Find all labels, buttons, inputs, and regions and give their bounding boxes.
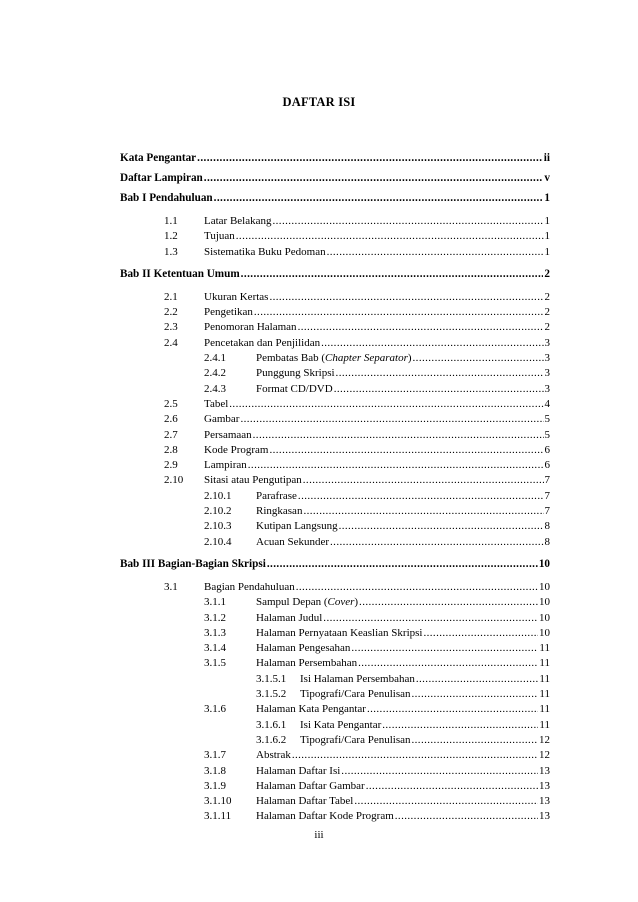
toc-entry bbox=[120, 428, 550, 443]
toc-entry-label: Sistematika Buku Pedoman bbox=[204, 245, 326, 258]
toc-page-number: 11 bbox=[539, 703, 550, 716]
toc-entry bbox=[120, 458, 550, 473]
toc-entry bbox=[120, 656, 550, 671]
toc-entry bbox=[120, 504, 550, 519]
toc-dot-leader bbox=[321, 336, 543, 351]
toc-entry bbox=[120, 809, 550, 824]
toc-entry bbox=[120, 351, 550, 366]
toc-entry bbox=[120, 535, 550, 550]
toc-entry-number: 1.2 bbox=[164, 230, 178, 243]
toc-entry-number: 2.10.2 bbox=[204, 505, 232, 518]
toc-entry-number: 3.1.3 bbox=[204, 626, 226, 639]
toc-entry-label: Bab II Ketentuan Umum bbox=[120, 267, 240, 280]
toc-entry-number: 2.8 bbox=[164, 443, 178, 456]
toc-entry bbox=[120, 397, 550, 412]
toc-page-number: 7 bbox=[544, 474, 550, 487]
toc-entry bbox=[120, 687, 550, 702]
toc-entry-number: 3.1.6 bbox=[204, 703, 226, 716]
toc-entry-label: Sitasi atau Pengutipan bbox=[204, 474, 302, 487]
toc-entry bbox=[120, 672, 550, 687]
toc-entry-label: Bab III Bagian-Bagian Skripsi bbox=[120, 557, 266, 570]
toc-entry-number: 2.4.2 bbox=[204, 367, 226, 380]
toc-dot-leader bbox=[395, 809, 538, 824]
toc-dot-leader bbox=[298, 320, 544, 335]
toc-entry-number: 3.1.5.1 bbox=[256, 672, 287, 685]
toc-entry-label: Bagian Pendahuluan bbox=[204, 580, 295, 593]
toc-dot-leader bbox=[382, 718, 538, 733]
toc-entry-label: Latar Belakang bbox=[204, 215, 272, 227]
toc-page-number: 10 bbox=[539, 596, 550, 609]
toc-page-number: 6 bbox=[544, 443, 550, 456]
toc-dot-leader bbox=[339, 519, 544, 534]
page-number: iii bbox=[314, 829, 324, 841]
toc-entry bbox=[120, 214, 550, 229]
toc-entry-label: Gambar bbox=[204, 413, 240, 426]
toc-entry-number: 3.1.5 bbox=[204, 657, 226, 670]
toc-entry-label: Parafrase bbox=[256, 489, 297, 502]
toc-page-number: 2 bbox=[544, 290, 550, 303]
toc-entry-label: Ukuran Kertas bbox=[204, 290, 269, 303]
toc-entry bbox=[120, 366, 550, 381]
toc-entry bbox=[120, 595, 550, 610]
toc-entry-number: 2.4.1 bbox=[204, 352, 226, 365]
toc-entry bbox=[120, 580, 550, 595]
toc-dot-leader bbox=[204, 168, 544, 188]
toc-dot-leader bbox=[330, 535, 543, 550]
toc-chapter-entry bbox=[120, 168, 550, 188]
toc-entry-number: 3.1.6.2 bbox=[256, 733, 287, 746]
toc-dot-leader bbox=[197, 148, 543, 168]
toc-entry-label: Daftar Lampiran bbox=[120, 172, 203, 184]
toc-page-number: 11 bbox=[539, 657, 550, 670]
toc-page-number: 3 bbox=[544, 352, 550, 365]
toc-entry-number: 3.1.5.2 bbox=[256, 688, 287, 701]
toc-dot-leader bbox=[354, 794, 538, 809]
toc-entry-label: Penomoran Halaman bbox=[204, 321, 297, 334]
toc-entry bbox=[120, 611, 550, 626]
toc-entry bbox=[120, 290, 550, 305]
toc-dot-leader bbox=[214, 188, 544, 208]
toc-page-number: v bbox=[544, 172, 550, 184]
toc-entry-number: 3.1.8 bbox=[204, 764, 226, 777]
toc-dot-leader bbox=[253, 428, 544, 443]
toc-chapter-entry bbox=[120, 264, 550, 284]
toc-dot-leader bbox=[273, 214, 544, 229]
toc-dot-leader bbox=[358, 656, 538, 671]
toc-page-number: 13 bbox=[539, 779, 550, 792]
toc-entry-label: Sampul Depan (Cover) bbox=[256, 596, 359, 609]
toc-page-number: 12 bbox=[539, 733, 550, 746]
toc-page-number: 10 bbox=[538, 557, 550, 570]
toc-page-number: 2 bbox=[544, 321, 550, 334]
toc-entry-label: Isi Kata Pengantar bbox=[300, 718, 382, 731]
toc-entry-label: Kode Program bbox=[204, 443, 269, 456]
toc-entry-number: 2.4.3 bbox=[204, 382, 226, 395]
toc-entry bbox=[120, 473, 550, 488]
toc-entry-label: Halaman Daftar Gambar bbox=[256, 779, 365, 792]
toc-dot-leader bbox=[323, 611, 538, 626]
toc-entry-number: 3.1 bbox=[164, 580, 178, 593]
toc-entry bbox=[120, 519, 550, 534]
toc-page-number: 1 bbox=[544, 192, 550, 204]
toc-chapter-entry bbox=[120, 554, 550, 574]
toc-entry-number: 2.10.4 bbox=[204, 535, 232, 548]
toc-entry-label: Tabel bbox=[204, 397, 229, 410]
toc-entry-number: 3.1.11 bbox=[204, 810, 232, 823]
toc-entry-label: Halaman Daftar Isi bbox=[256, 764, 341, 777]
toc-page-number: 1 bbox=[544, 230, 550, 243]
toc-entry-number: 2.1 bbox=[164, 290, 178, 303]
toc-chapter-entry bbox=[120, 188, 550, 208]
toc-entry bbox=[120, 733, 550, 748]
toc-entry bbox=[120, 764, 550, 779]
toc-page-number: 11 bbox=[539, 642, 550, 655]
toc-entry-label: Tujuan bbox=[204, 230, 235, 243]
toc-entry-number: 3.1.6.1 bbox=[256, 718, 287, 731]
toc-entry-label: Lampiran bbox=[204, 459, 247, 472]
toc-entry bbox=[120, 336, 550, 351]
toc-page-number: 13 bbox=[539, 764, 550, 777]
toc-entry-label: Halaman Judul bbox=[256, 611, 323, 624]
toc-entry-number: 3.1.4 bbox=[204, 642, 226, 655]
toc-dot-leader bbox=[413, 351, 544, 366]
toc-dot-leader bbox=[412, 733, 539, 748]
toc-entry-number: 3.1.1 bbox=[204, 596, 226, 609]
toc-entry-number: 2.6 bbox=[164, 413, 178, 426]
toc-entry-label: Pengetikan bbox=[204, 306, 253, 319]
toc-page-number: 7 bbox=[544, 505, 550, 518]
toc-entry-label: Halaman Kata Pengantar bbox=[256, 703, 366, 716]
toc-entry-label: Halaman Daftar Tabel bbox=[256, 795, 354, 808]
toc-dot-leader bbox=[303, 473, 544, 488]
toc-page-number: 13 bbox=[539, 810, 550, 823]
toc-entry-number: 2.7 bbox=[164, 428, 178, 441]
toc-entry-number: 3.1.7 bbox=[204, 749, 226, 762]
toc-entry-number: 3.1.2 bbox=[204, 611, 226, 624]
toc-entry-number: 1.1 bbox=[164, 215, 178, 227]
toc-page-number: ii bbox=[543, 152, 550, 164]
toc-page-number: 3 bbox=[544, 367, 550, 380]
toc-dot-leader bbox=[240, 412, 543, 427]
toc-dot-leader bbox=[327, 245, 544, 260]
toc-entry-label: Halaman Persembahan bbox=[256, 657, 358, 670]
toc-entry-label: Pembatas Bab (Chapter Separator) bbox=[256, 352, 412, 365]
toc-page-number: 7 bbox=[544, 489, 550, 502]
toc-entry-label: Halaman Pernyataan Keaslian Skripsi bbox=[256, 626, 423, 639]
toc-page-number: 13 bbox=[539, 795, 550, 808]
toc-entry-label: Acuan Sekunder bbox=[256, 535, 330, 548]
toc-entry-number: 2.2 bbox=[164, 306, 178, 319]
toc-dot-leader bbox=[298, 489, 544, 504]
toc-dot-leader bbox=[248, 458, 544, 473]
toc-entry bbox=[120, 320, 550, 335]
toc-page-number: 6 bbox=[544, 459, 550, 472]
toc-entry-label: Format CD/DVD bbox=[256, 382, 333, 395]
toc-page-number: 10 bbox=[539, 580, 550, 593]
toc-entry-label: Isi Halaman Persembahan bbox=[300, 672, 415, 685]
toc-entry-label: Bab I Pendahuluan bbox=[120, 192, 213, 204]
toc-dot-leader bbox=[359, 595, 538, 610]
toc-dot-leader bbox=[367, 702, 538, 717]
toc-dot-leader bbox=[412, 687, 539, 702]
toc-entry-number: 2.10.3 bbox=[204, 520, 232, 533]
toc-entry bbox=[120, 626, 550, 641]
toc-chapter-entry bbox=[120, 148, 550, 168]
toc-page-number: 2 bbox=[544, 306, 550, 319]
toc-page-number: 5 bbox=[544, 413, 550, 426]
toc-entry-number: 2.5 bbox=[164, 397, 178, 410]
toc-dot-leader bbox=[292, 748, 538, 763]
toc-page-number: 4 bbox=[544, 397, 550, 410]
toc-page-number: 2 bbox=[544, 267, 550, 280]
toc-entry-number: 1.3 bbox=[164, 245, 178, 258]
toc-dot-leader bbox=[241, 264, 544, 284]
toc-entry bbox=[120, 702, 550, 717]
toc-entry bbox=[120, 718, 550, 733]
toc-entry-number: 3.1.9 bbox=[204, 779, 226, 792]
toc-dot-leader bbox=[236, 229, 544, 244]
toc-entry-label: Tipografi/Cara Penulisan bbox=[300, 733, 411, 746]
toc-dot-leader bbox=[267, 554, 538, 574]
toc-entry-number: 2.10.1 bbox=[204, 489, 232, 502]
toc-entry-number: 2.3 bbox=[164, 321, 178, 334]
toc-page-number: 11 bbox=[539, 718, 550, 731]
toc-entry-number: 2.9 bbox=[164, 459, 178, 472]
toc-dot-leader bbox=[351, 641, 538, 656]
toc-entry bbox=[120, 305, 550, 320]
toc-dot-leader bbox=[269, 290, 543, 305]
toc-page-number: 11 bbox=[539, 688, 550, 701]
toc-entry bbox=[120, 443, 550, 458]
toc-entry bbox=[120, 245, 550, 260]
toc-page-number: 11 bbox=[539, 672, 550, 685]
toc-page-number: 5 bbox=[544, 428, 550, 441]
toc-entry-label: Kata Pengantar bbox=[120, 152, 197, 164]
toc-dot-leader bbox=[334, 382, 544, 397]
toc-entry-label: Halaman Daftar Kode Program bbox=[256, 810, 394, 823]
toc-entry-label: Pencetakan dan Penjilidan bbox=[204, 336, 321, 349]
toc-entry-label: Tipografi/Cara Penulisan bbox=[300, 688, 411, 701]
toc-page-number: 10 bbox=[539, 626, 550, 639]
toc-entry-label: Ringkasan bbox=[256, 505, 303, 518]
toc-page-number: 1 bbox=[544, 245, 550, 258]
toc-dot-leader bbox=[341, 764, 538, 779]
page-title: DAFTAR ISI bbox=[282, 95, 356, 109]
toc-dot-leader bbox=[423, 626, 538, 641]
toc-entry-label: Punggung Skripsi bbox=[256, 367, 335, 380]
toc-entry-label: Abstrak bbox=[256, 749, 291, 762]
toc-entry-number: 2.10 bbox=[164, 474, 184, 487]
toc-page-number: 3 bbox=[544, 382, 550, 395]
toc-entry-label: Persamaan bbox=[204, 428, 252, 441]
toc-entry bbox=[120, 748, 550, 763]
toc-dot-leader bbox=[303, 504, 543, 519]
toc-dot-leader bbox=[416, 672, 539, 687]
toc-entry-number: 2.4 bbox=[164, 336, 178, 349]
toc-entry bbox=[120, 794, 550, 809]
toc-dot-leader bbox=[254, 305, 544, 320]
table-of-contents bbox=[120, 148, 550, 825]
toc-entry-number: 3.1.10 bbox=[204, 795, 232, 808]
toc-page-number: 1 bbox=[544, 215, 550, 227]
toc-entry bbox=[120, 412, 550, 427]
toc-dot-leader bbox=[269, 443, 543, 458]
toc-page-number: 8 bbox=[544, 520, 550, 533]
toc-entry-label: Halaman Pengesahan bbox=[256, 642, 351, 655]
toc-entry bbox=[120, 489, 550, 504]
toc-entry bbox=[120, 229, 550, 244]
toc-dot-leader bbox=[366, 779, 538, 794]
toc-entry bbox=[120, 641, 550, 656]
toc-dot-leader bbox=[296, 580, 538, 595]
toc-entry bbox=[120, 382, 550, 397]
toc-page-number: 3 bbox=[544, 336, 550, 349]
toc-page-number: 12 bbox=[539, 749, 550, 762]
toc-entry bbox=[120, 779, 550, 794]
toc-entry-label: Kutipan Langsung bbox=[256, 520, 338, 533]
toc-page-number: 10 bbox=[539, 611, 550, 624]
toc-page-number: 8 bbox=[544, 535, 550, 548]
toc-dot-leader bbox=[336, 366, 544, 381]
toc-dot-leader bbox=[229, 397, 543, 412]
